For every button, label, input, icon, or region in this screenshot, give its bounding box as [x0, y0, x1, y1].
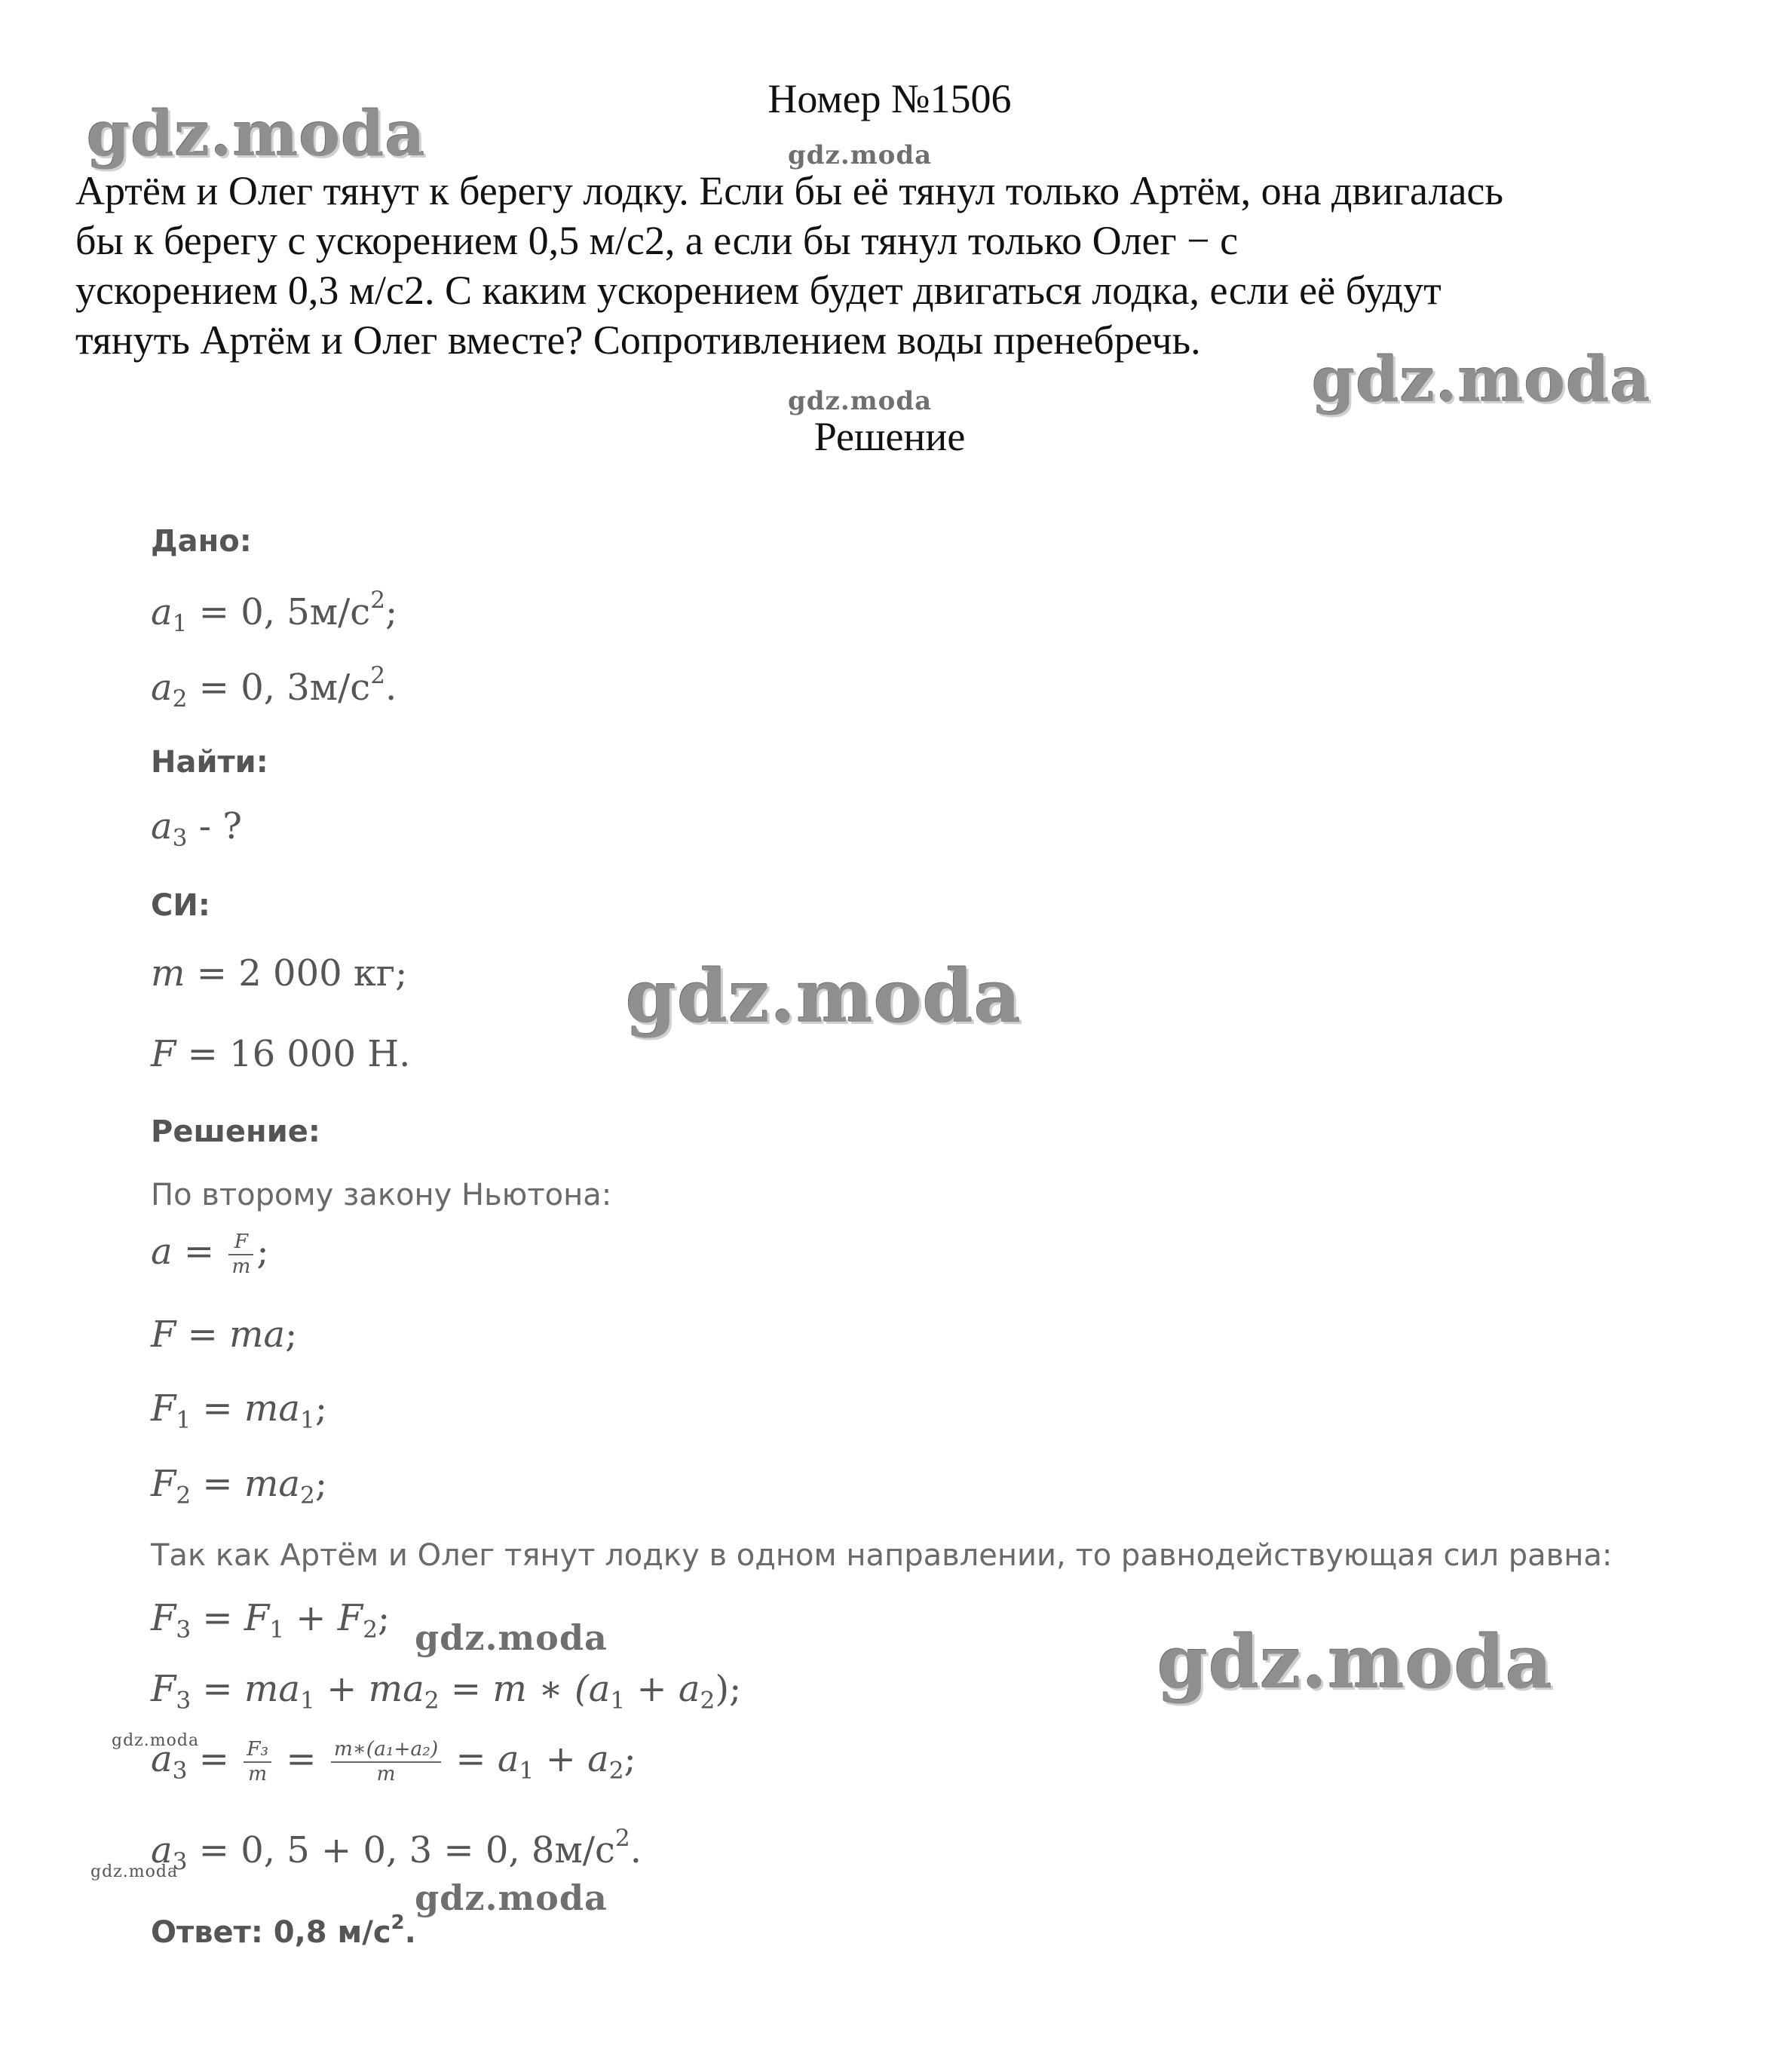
given-a1: $a_1 = 0$, $5м/с^2$; — [151, 587, 398, 638]
solution-title: Решение — [813, 414, 966, 459]
si-mass: m = 2 000 кг; — [151, 952, 408, 995]
eq-f2: $F_2 = ma_2$; — [151, 1463, 328, 1510]
eq-f-ma: F = ma; — [151, 1313, 298, 1356]
page-title: Номер №1506 — [767, 76, 1012, 121]
problem-line-4: тянуть Артём и Олег вместе? Сопротивлением воды пренебречь. — [75, 317, 1201, 363]
watermark: gdz.moda — [788, 386, 933, 416]
watermark: gdz.moda — [90, 1862, 179, 1881]
eq-a-fraction: a = $\frac{F}{m}$ ; — [151, 1230, 269, 1278]
eq-f1: $F_1 = ma_1$; — [151, 1387, 328, 1434]
eq-a3-value: $a_3 = 0$, 5 + 0, 3 = 0, $8м/с^2$. — [151, 1825, 642, 1876]
watermark: gdz.moda — [112, 1731, 200, 1750]
direction-text: Так как Артём и Олег тянут лодку в одном направлении, то равнодействующая сил равна: — [151, 1538, 1613, 1573]
watermark: gdz.moda — [788, 140, 933, 170]
given-label: Дано: — [151, 524, 252, 559]
watermark: gdz.moda — [415, 1877, 608, 1918]
eq-f3-expand: $F_3 = ma_1 + ma_2 = m$ ∗ $(a_1 + a_2)$; — [151, 1668, 742, 1715]
problem-line-2: бы к берегу с ускорением 0,5 м/с2, а если бы тянул только Олег − с — [75, 218, 1239, 263]
answer: Ответ: 0,8 $м/с^2$. — [151, 1911, 416, 1951]
eq-f3-sum: $F_3 = F_1 + F_2$; — [151, 1597, 391, 1644]
watermark: gdz.moda — [1157, 1620, 1554, 1705]
newton-text: По второму закону Ньютона: — [151, 1178, 612, 1212]
watermark: gdz.moda — [626, 954, 1022, 1039]
problem-line-3: ускорением 0,3 м/с2. С каким ускорением будет двигаться лодка, если её будут — [75, 268, 1442, 313]
given-a2: $a_2 = 0$, $3м/с^2$. — [151, 662, 397, 713]
si-label: СИ: — [151, 888, 210, 923]
find-label: Найти: — [151, 745, 268, 780]
watermark: gdz.moda — [415, 1617, 608, 1658]
solve-label: Решение: — [151, 1114, 320, 1149]
watermark: gdz.moda — [1312, 344, 1651, 416]
watermark: gdz.moda — [87, 98, 426, 170]
find-a3: $a_3$ - ? — [151, 805, 242, 852]
eq-a3-fraction: $a_3$ = $\frac{\text{F₃}}{m}$ = $\frac{\text{m∗(a₁+a₂)}}{m}$ = $a_1 + a_2$; — [151, 1737, 636, 1785]
problem-line-1: Артём и Олег тянут к берегу лодку. Если бы её тянул только Артём, она двигалась — [75, 168, 1504, 213]
si-force: F = 16 000 Н. — [151, 1033, 411, 1075]
